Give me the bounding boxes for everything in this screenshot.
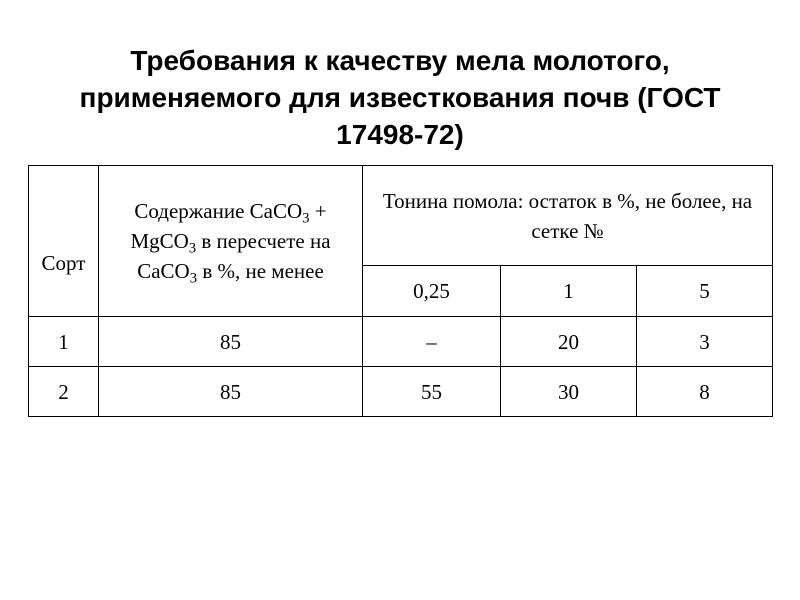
table-row <box>29 367 773 417</box>
requirements-table <box>28 165 773 417</box>
slide-title <box>40 42 760 153</box>
header-grade-label: Сорт <box>41 251 86 275</box>
title-line-2: применяемого для известкования почв (ГОСТ <box>79 82 721 113</box>
cell-grade: 2 <box>29 367 99 417</box>
table-row <box>29 317 773 367</box>
cell-sieve-025: 55 <box>363 367 501 417</box>
cell-sieve-025: – <box>363 317 501 367</box>
table-header-row <box>29 166 773 266</box>
cell-content: 85 <box>99 317 363 367</box>
header-sieve-5: 5 <box>637 266 773 317</box>
cell-sieve-5: 8 <box>637 367 773 417</box>
cell-content: 85 <box>99 367 363 417</box>
cell-sieve-1: 20 <box>501 317 637 367</box>
cell-grade: 1 <box>29 317 99 367</box>
header-fineness <box>363 166 773 266</box>
title-line-1: Требования к качеству мела молотого, <box>130 45 670 76</box>
header-sieve-1: 1 <box>501 266 637 317</box>
cell-sieve-5: 3 <box>637 317 773 367</box>
title-line-3: 17498-72) <box>336 119 464 150</box>
header-grade <box>29 166 99 317</box>
header-content: Содержание CaCO$_3$ + MgCO$_3$ в пересчете на CaCO$_3$ в %, не менее <box>99 166 363 317</box>
header-fineness-label: Тонина помола: остаток в %, не более, на сетке № <box>382 188 753 243</box>
header-sieve-025: 0,25 <box>363 266 501 317</box>
cell-sieve-1: 30 <box>501 367 637 417</box>
